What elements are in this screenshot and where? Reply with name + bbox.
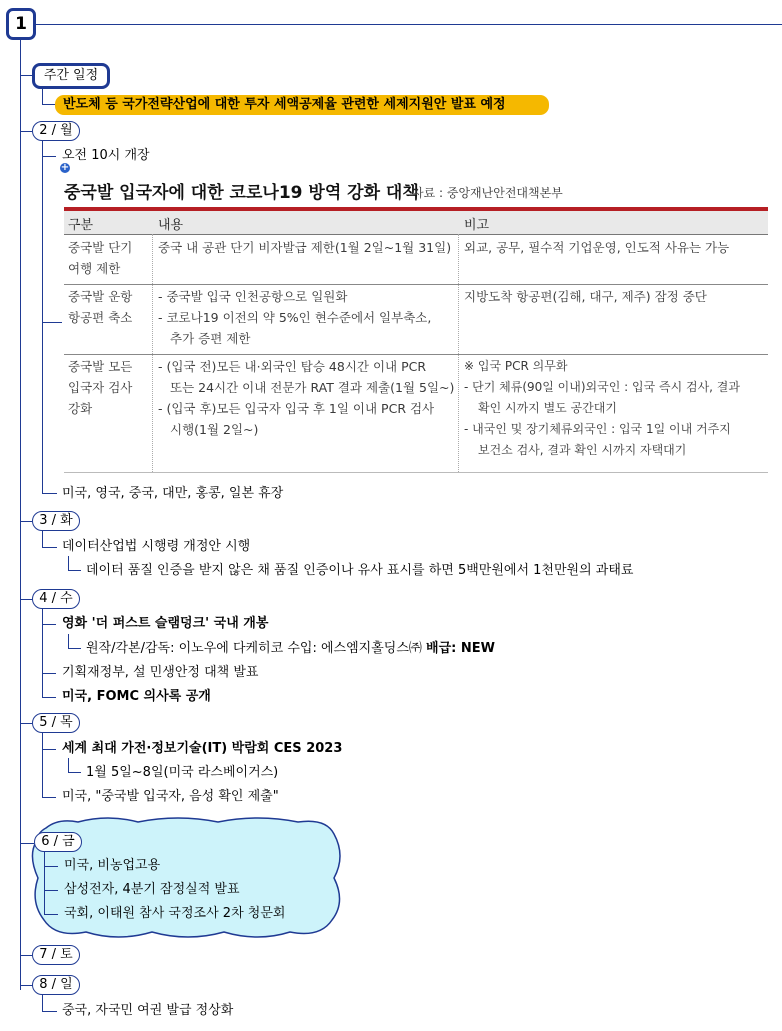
wed-item3-text: 미국, FOMC 의사록 공개	[62, 689, 211, 704]
table-header-row	[64, 211, 768, 235]
tue-label: 3 / 화	[39, 513, 73, 528]
thu-item1-sub-connector	[68, 758, 81, 773]
sun-item1	[62, 1002, 233, 1020]
day-node-fri[interactable]	[34, 832, 82, 852]
wed-item2	[62, 664, 258, 682]
wed-item2-text: 기획재정부, 설 민생안정 대책 발표	[62, 665, 259, 680]
tue-item1-sub-connector	[68, 556, 81, 571]
wed-item3-connector	[42, 697, 56, 698]
fri-item1-connector	[44, 866, 58, 867]
mon-item2-text: 미국, 영국, 중국, 대만, 홍콩, 일본 휴장	[62, 486, 284, 501]
row1-category-line: 여행 제한	[68, 261, 121, 276]
wed-item1-sub	[86, 640, 495, 658]
row1-note-line: 외교, 공무, 필수적 기업운영, 인도적 사유는 가능	[464, 240, 730, 255]
fri-item3	[64, 905, 285, 923]
fri-item2	[64, 881, 240, 899]
fri-item3-connector	[44, 914, 58, 915]
root-node[interactable]	[6, 8, 36, 40]
wed-item3	[62, 688, 211, 706]
fri-connector	[20, 843, 34, 844]
thu-item2	[62, 788, 279, 806]
sun-label: 8 / 일	[39, 977, 73, 992]
thu-item2-text: 미국, "중국발 입국자, 음성 확인 제출"	[62, 789, 279, 804]
row1-category	[68, 237, 132, 279]
row3-note-line: - 내국인 및 장기체류외국인 : 입국 1일 이내 거주지	[464, 422, 731, 436]
thu-item1-sub	[86, 764, 278, 782]
row3-note-line: 확인 시까지 별도 공간대기	[478, 401, 617, 415]
root-label: 1	[15, 14, 27, 34]
corona-measures-table-image	[64, 174, 768, 474]
day-node-mon[interactable]	[32, 121, 80, 141]
row3-content-line: - (입국 후)모든 입국자 입국 후 1일 이내 PCR 검사	[158, 401, 435, 416]
wed-item2-connector	[42, 673, 56, 674]
weekly-node[interactable]	[32, 63, 110, 89]
row-separator	[64, 284, 768, 285]
row3-category-line: 입국자 검사	[68, 380, 133, 395]
sun-item1-text: 중국, 자국민 여권 발급 정상화	[62, 1003, 234, 1018]
row1-content	[158, 237, 451, 258]
fri-branch-line	[44, 852, 45, 914]
thu-connector	[20, 723, 32, 724]
mon-label: 2 / 월	[39, 123, 73, 138]
wed-label: 4 / 수	[39, 591, 73, 606]
day-node-sat[interactable]	[32, 945, 80, 965]
day-node-wed[interactable]	[32, 589, 80, 609]
tue-item1-text: 데이터산업법 시행령 개정안 시행	[62, 539, 251, 554]
header-content: 내용	[158, 218, 184, 233]
sun-item1-connector	[42, 995, 57, 1012]
row2-content	[158, 286, 431, 349]
tue-item1	[62, 538, 250, 556]
row2-content-line: - 중국발 입국 인천공항으로 일원화	[158, 289, 348, 304]
weekly-highlight-text: 반도체 등 국가전략산업에 대한 투자 세액공제율 관련한 세제지원안 발표 예정	[63, 97, 506, 112]
thu-label: 5 / 목	[39, 715, 73, 730]
row3-content-line: - (입국 전)모든 내·외국인 탑승 48시간 이내 PCR	[158, 359, 427, 374]
main-trunk	[20, 40, 21, 990]
row2-category	[68, 286, 132, 328]
row2-content-line: 추가 증편 제한	[170, 331, 251, 346]
row3-category	[68, 356, 132, 419]
row2-category-line: 항공편 축소	[68, 310, 133, 325]
wed-item1-text: 영화 '더 퍼스트 슬램덩크' 국내 개봉	[62, 616, 269, 631]
mon-item2	[62, 485, 283, 503]
row3-content	[158, 356, 454, 440]
wed-item1	[62, 615, 268, 633]
row-separator	[64, 472, 768, 473]
expand-plus-icon[interactable]: +	[60, 162, 70, 173]
tue-item1-sub-text: 데이터 품질 인증을 받지 않은 채 품질 인증이나 유사 표시를 하면 5백만원에서 1천만원의 과태료	[86, 563, 634, 578]
col-separator	[458, 234, 459, 472]
fri-item2-connector	[44, 890, 58, 891]
row3-category-line: 중국발 모든	[68, 359, 133, 374]
tue-item1-connector	[42, 531, 57, 548]
row-separator	[64, 354, 768, 355]
tue-connector	[20, 521, 32, 522]
mon-item1-connector	[42, 156, 56, 157]
row3-content-line: 또는 24시간 이내 전문가 RAT 결과 제출(1월 5일~)	[170, 380, 455, 395]
fri-label: 6 / 금	[41, 834, 75, 849]
fri-item3-text: 국회, 이태원 참사 국정조사 2차 청문회	[64, 906, 286, 921]
thu-item1-connector	[42, 749, 56, 750]
weekly-label: 주간 일정	[43, 68, 99, 83]
wed-item1-sub-text: 원작/각본/감독: 이노우에 다케히코 수입: 에스엠지홀딩스㈜	[86, 641, 422, 656]
row3-note-line: ※ 입국 PCR 의무화	[464, 359, 568, 373]
wed-item1-sub-connector	[68, 634, 81, 649]
row3-category-line: 강화	[68, 401, 93, 416]
fri-item1-text: 미국, 비농업고용	[64, 858, 161, 873]
mon-image-connector	[42, 322, 62, 323]
row3-content-line: 시행(1월 2일~)	[170, 422, 259, 437]
day-node-sun[interactable]	[32, 975, 80, 995]
wed-item1-connector	[42, 624, 56, 625]
mon-item2-connector	[42, 476, 57, 494]
row1-category-line: 중국발 단기	[68, 240, 133, 255]
fri-item1	[64, 857, 160, 875]
row3-note	[464, 356, 740, 461]
header-note: 비고	[464, 218, 490, 233]
tue-item1-sub	[86, 562, 633, 580]
weekly-highlight[interactable]	[55, 95, 549, 115]
mon-connector	[20, 131, 32, 132]
wed-branch-line	[42, 609, 43, 697]
thu-item1	[62, 740, 342, 758]
sat-label: 7 / 토	[39, 947, 73, 962]
table-source: 자료 : 중앙재난안전대책본부	[412, 186, 563, 200]
thu-item2-connector	[42, 797, 56, 798]
sat-connector	[20, 955, 32, 956]
header-category: 구분	[68, 218, 94, 233]
wed-connector	[20, 599, 32, 600]
fri-item2-text: 삼성전자, 4분기 잠정실적 발표	[64, 882, 240, 897]
day-node-tue[interactable]	[32, 511, 80, 531]
thu-branch-line	[42, 733, 43, 797]
row1-content-line: 중국 내 공관 단기 비자발급 제한(1월 2일~1월 31일)	[158, 240, 452, 255]
thu-item1-text: 세계 최대 가전·정보기술(IT) 박람회 CES 2023	[62, 741, 343, 756]
col-separator	[152, 234, 153, 472]
root-line	[36, 24, 782, 25]
thu-item1-sub-text: 1월 5일~8일(미국 라스베이거스)	[86, 765, 279, 780]
mon-branch-line	[42, 141, 43, 493]
weekly-leaf-connector	[42, 89, 55, 105]
wed-item1-sub-distributor: 배급: NEW	[426, 641, 495, 656]
mon-item1-text: 오전 10시 개장	[62, 148, 150, 163]
row2-content-line: - 코로나19 이전의 약 5%인 현수준에서 일부축소,	[158, 310, 432, 325]
weekly-connector	[20, 75, 32, 76]
row3-note-line: 보건소 검사, 결과 확인 시까지 자택대기	[478, 443, 687, 457]
table-title: 중국발 입국자에 대한 코로나19 방역 강화 대책	[64, 183, 419, 203]
row2-note	[464, 286, 707, 307]
row1-note	[464, 237, 729, 258]
day-node-thu[interactable]	[32, 713, 80, 733]
row3-note-line: - 단기 체류(90일 이내)외국인 : 입국 즉시 검사, 결과	[464, 380, 740, 394]
row2-note-line: 지방도착 항공편(김해, 대구, 제주) 잠정 중단	[464, 289, 707, 304]
mon-item1	[62, 147, 150, 165]
row2-category-line: 중국발 운항	[68, 289, 133, 304]
